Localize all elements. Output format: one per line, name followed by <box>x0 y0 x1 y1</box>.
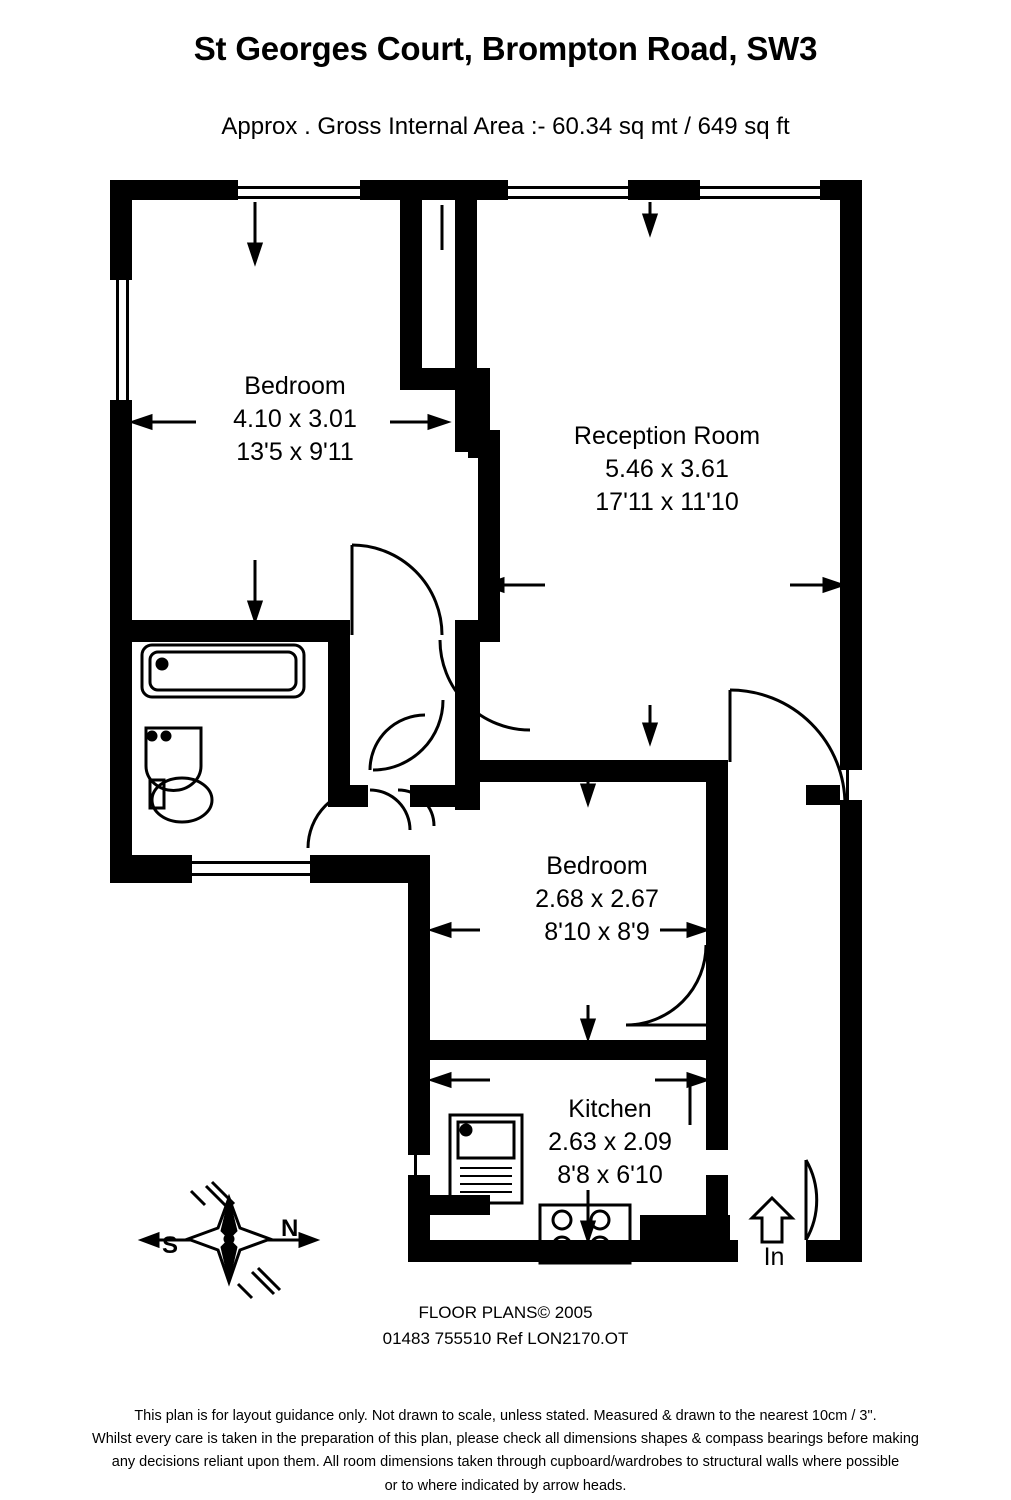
room-dimensions-imperial: 13'5 x 9'11 <box>236 438 354 466</box>
compass-letter-right: N <box>281 1215 299 1242</box>
room-label-bedroom-2 <box>452 850 742 949</box>
room-dimensions-metric: 2.63 x 2.09 <box>548 1128 672 1156</box>
room-dimensions-imperial: 8'8 x 6'10 <box>557 1161 663 1189</box>
disclaimer-line-3: any decisions reliant upon them. All room dimensions taken through cupboard/wardrobes to structural walls where possible <box>111 1454 900 1471</box>
disclaimer-line-2: Whilst every care is taken in the preparation of this plan, please check all dimensions shapes & compass bearings before making <box>92 1431 919 1448</box>
room-dimensions-metric: 5.46 x 3.61 <box>605 455 729 483</box>
room-dimensions-imperial: 17'11 x 11'10 <box>595 488 739 516</box>
disclaimer <box>0 1405 1011 1498</box>
room-dimensions-metric: 2.68 x 2.67 <box>535 885 659 913</box>
credits-line-1: FLOOR PLANS© 2005 <box>418 1303 593 1322</box>
room-label-kitchen <box>470 1093 750 1192</box>
disclaimer-line-4: or to where indicated by arrow heads. <box>384 1477 627 1494</box>
compass-letter-left: S <box>162 1232 179 1259</box>
disclaimer-line-1: This plan is for layout guidance only. Not drawn to scale, unless stated. Measured & drawn to the nearest 10cm / 3". <box>134 1408 877 1424</box>
room-name: Bedroom <box>546 852 648 880</box>
room-label-reception-room <box>487 420 847 519</box>
entrance-arrow-icon <box>752 1198 792 1242</box>
page-title: St Georges Court, Brompton Road, SW3 <box>193 30 818 67</box>
page-subtitle: Approx . Gross Internal Area :- 60.34 sq mt / 649 sq ft <box>221 113 790 140</box>
room-name: Bedroom <box>244 372 346 400</box>
entrance-label: In <box>763 1243 785 1271</box>
room-label-bedroom-1 <box>135 370 455 469</box>
room-dimensions-metric: 4.10 x 3.01 <box>233 405 357 433</box>
room-dimensions-imperial: 8'10 x 8'9 <box>544 918 650 946</box>
credits <box>0 1300 1011 1351</box>
credits-line-2: 01483 755510 Ref LON2170.OT <box>382 1328 629 1348</box>
room-name: Kitchen <box>568 1095 652 1123</box>
room-name: Reception Room <box>573 422 761 450</box>
